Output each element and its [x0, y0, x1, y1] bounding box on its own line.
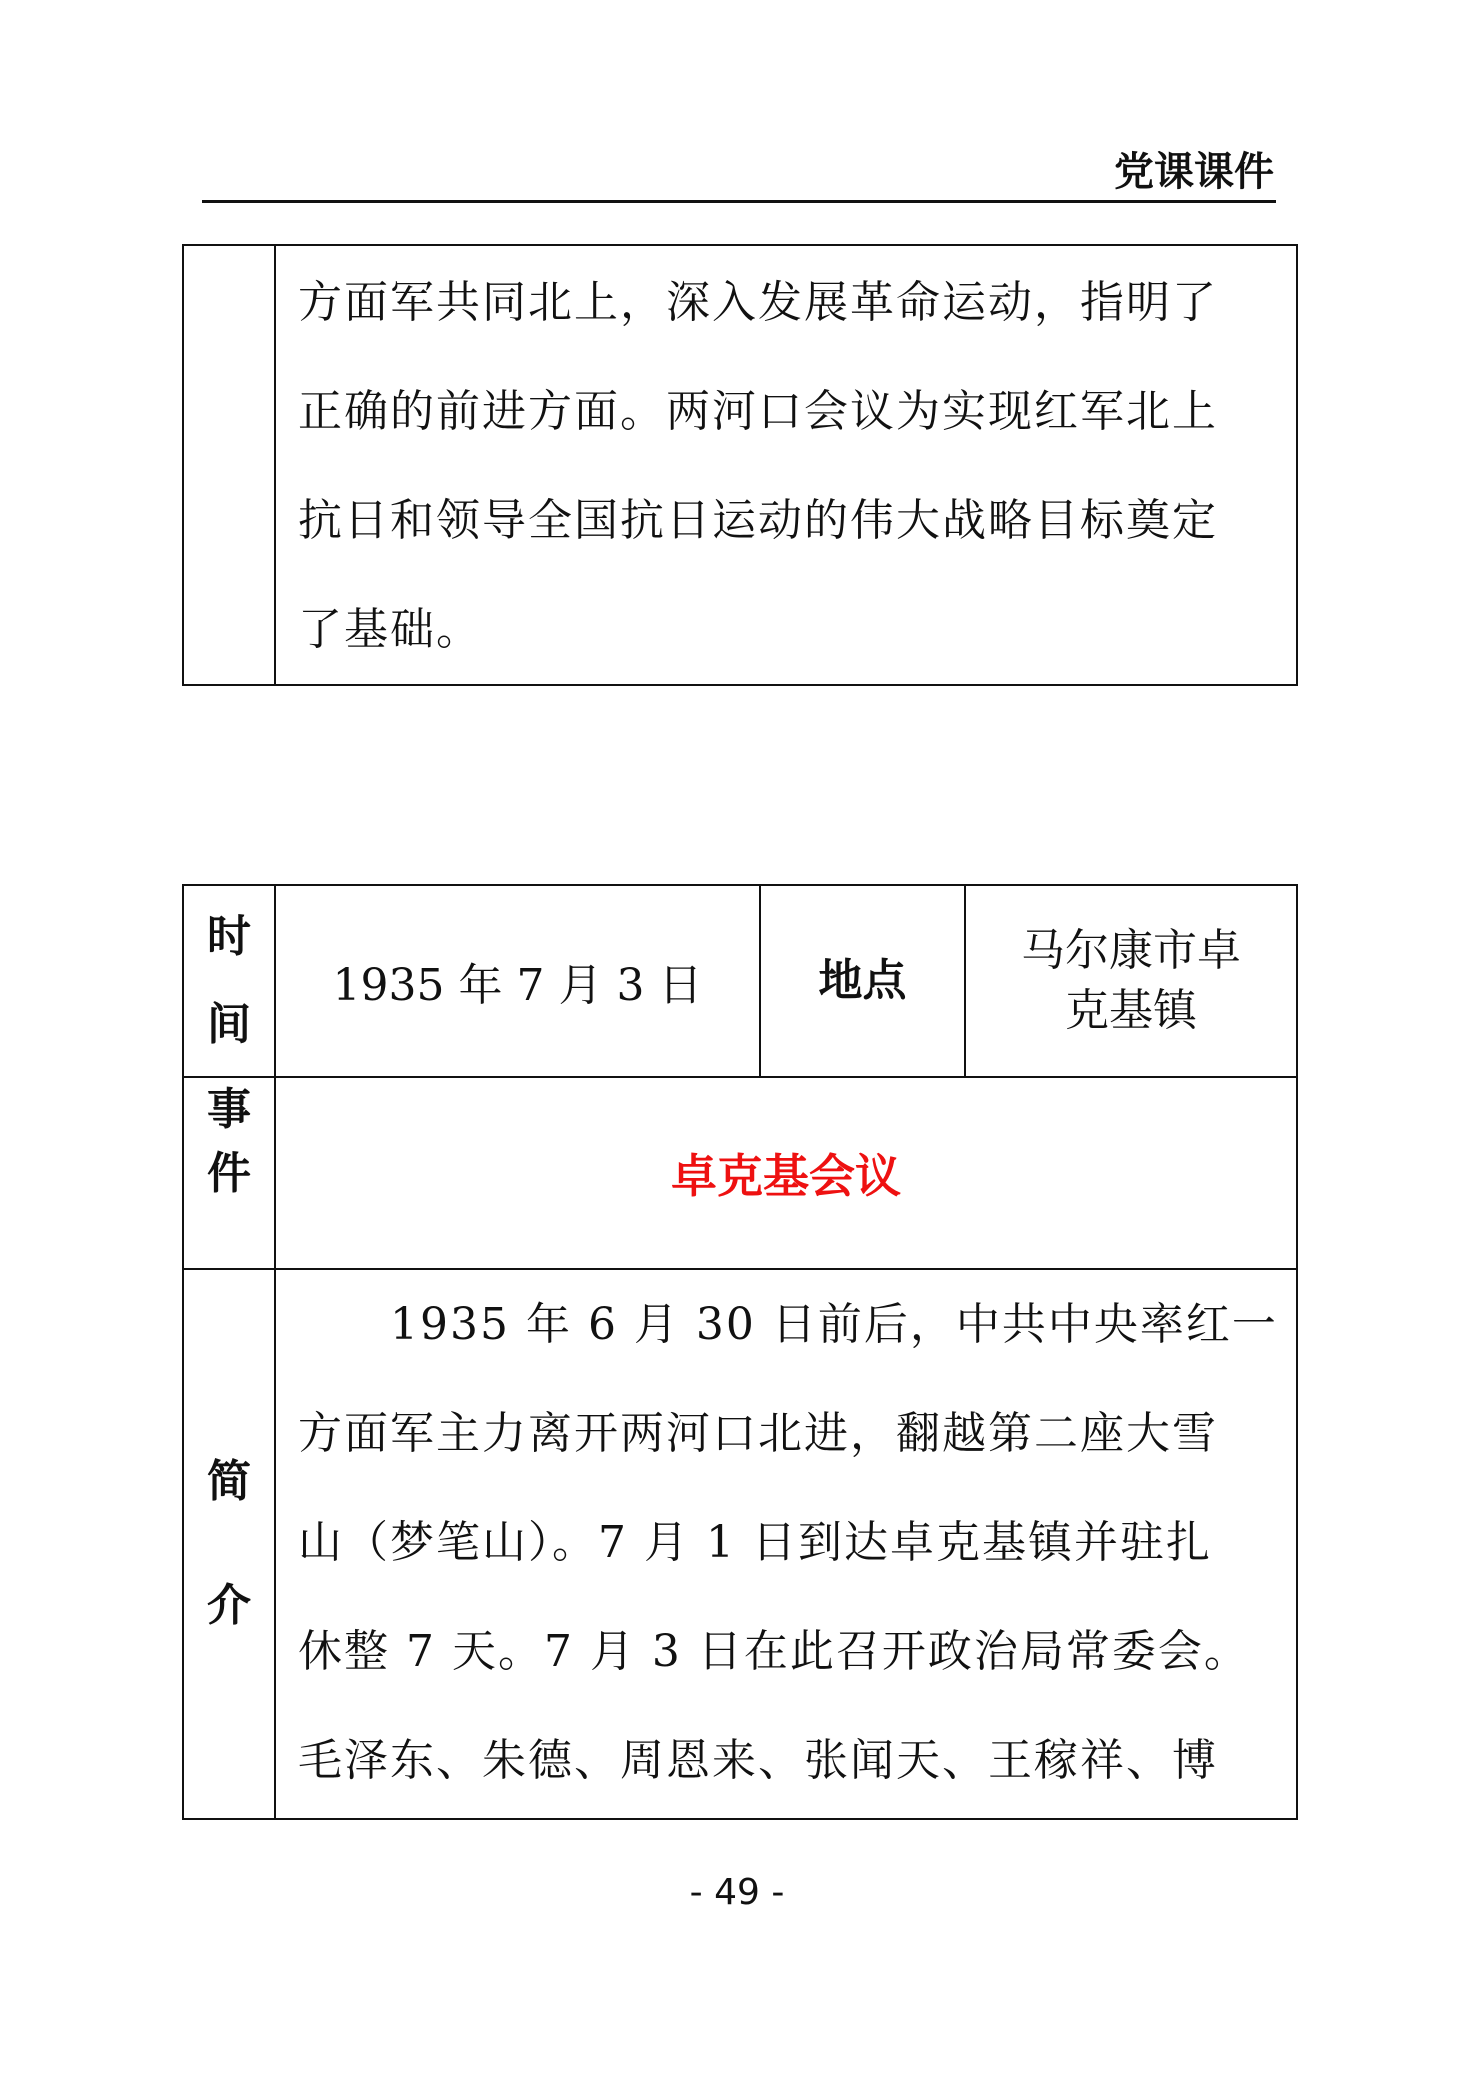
intro-line: 1935 年 6 月 30 日前后，中共中央率红一 [390, 1299, 1278, 1350]
event-label-char: 件 [207, 1148, 251, 1199]
intro-line: 休整 7 天。7 月 3 日在此召开政治局常委会。 [298, 1626, 1250, 1677]
continuation-line: 了基础。 [298, 604, 482, 655]
place-value-line: 马尔康市卓 [1021, 925, 1241, 976]
time-label-char: 间 [207, 999, 251, 1050]
intro-label-cell [183, 1269, 275, 1819]
page-number: - 49 - [689, 1872, 785, 1913]
time-value: 1935 年 7 月 3 日 [275, 885, 760, 1077]
continuation-label-cell [183, 245, 275, 685]
event-name: 卓克基会议 [275, 1077, 1297, 1269]
intro-line: 方面军主力离开两河口北进，翻越第二座大雪 [298, 1408, 1218, 1459]
continuation-line: 正确的前进方面。两河口会议为实现红军北上 [298, 386, 1218, 437]
place-value-line: 克基镇 [1065, 985, 1197, 1036]
place-value-cell [965, 885, 1297, 1077]
time-label-char: 时 [207, 911, 251, 962]
intro-label-char: 介 [207, 1580, 251, 1631]
event-table [182, 884, 1298, 1820]
intro-line: 毛泽东、朱德、周恩来、张闻天、王稼祥、博 [298, 1735, 1218, 1786]
intro-label-char: 简 [207, 1456, 251, 1507]
continuation-table [182, 244, 1298, 686]
event-label-char: 事 [207, 1084, 251, 1135]
continuation-body-cell [275, 245, 1297, 685]
continuation-line: 方面军共同北上，深入发展革命运动，指明了 [298, 277, 1218, 328]
intro-line: 山（梦笔山）。7 月 1 日到达卓克基镇并驻扎 [298, 1517, 1212, 1568]
time-label-cell [183, 885, 275, 1077]
event-label-cell [183, 1077, 275, 1269]
intro-body-cell [275, 1269, 1297, 1819]
header-divider [202, 200, 1276, 203]
document-header-title: 党课课件 [1114, 149, 1274, 195]
place-label: 地点 [760, 885, 965, 1077]
continuation-line: 抗日和领导全国抗日运动的伟大战略目标奠定 [298, 495, 1218, 546]
